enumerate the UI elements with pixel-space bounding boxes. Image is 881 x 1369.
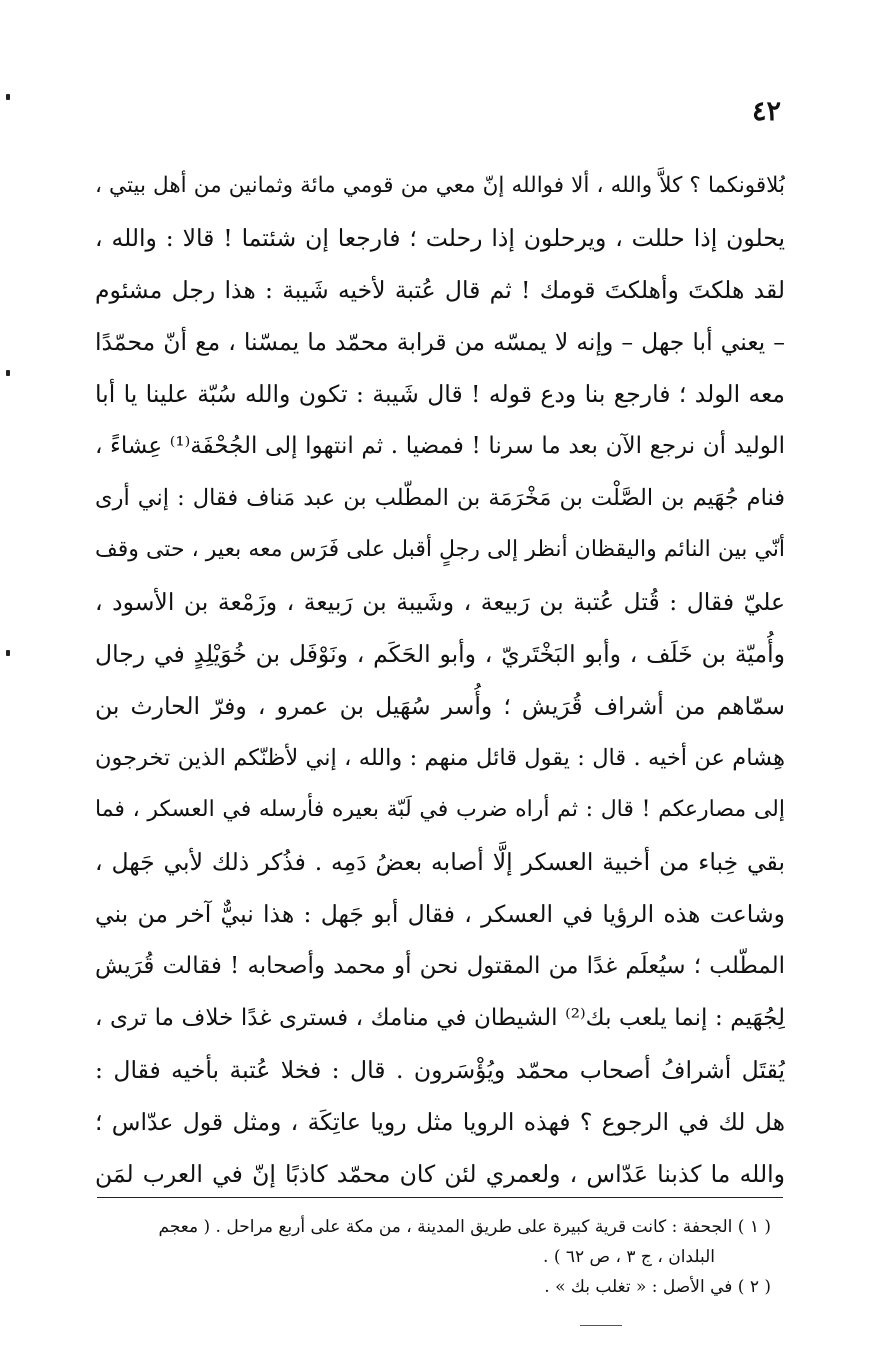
margin-mark [6,370,10,376]
footnote-2: ( ٢ ) في الأصل : « تغلب بك » . [544,1277,771,1297]
footnote-1: ( ١ ) الجحفة : كانت قرية كبيرة على طريق المدينة ، من مكة على أربع مراحل . ( معجم [158,1217,771,1237]
bottom-ornament [580,1325,622,1326]
margin-mark [6,94,10,100]
text-line: هل لك في الرجوع ؟ فهذه الرويا مثل رويا عاتِكَة ، ومثل قول عدّاس ؛ [95,1108,785,1136]
text-line: لِجُهَيم : إنما يلعب بك⁽²⁾ الشيطان في منامك ، فسترى غدًا خلاف ما ترى ، [95,1005,785,1031]
footnotes [91,1212,771,1302]
body-text [95,160,785,1200]
text-line: لقد هلكتَ وأهلكتَ قومك ! ثم قال عُتبة لأخيه شَيبة : هذا رجل مشئوم [95,276,785,304]
text-line: والله ما كذبنا عَدّاس ، ولعمري لئن كان محمّد كاذبًا إنّ في العرب لمَن [95,1160,785,1188]
text-line: هِشام عن أخيه . قال : يقول قائل منهم : والله ، إني لأظنّكم الذين تخرجون [95,745,785,771]
text-line: يحلون إذا حللت ، ويرحلون إذا رحلت ؛ فارجعا إن شئتما ! قالا : والله ، [95,224,785,252]
text-line: بُلاقونكما ؟ كلاَّ والله ، ألا فوالله إنّ معي من قومي مائة وثمانين من أهل بيتي ، [95,173,785,198]
footnote-1-continued: البلدان ، ج ٣ ، ص ٦٢ ) . [543,1247,715,1267]
text-line: وشاعت هذه الرؤيا في العسكر ، فقال أبو جَهل : هذا نبيٌّ آخر من بني [95,900,785,928]
text-line: أنّي بين النائم واليقظان أنظر إلى رجلٍ أقبل على فَرَس معه بعير ، حتى وقف [95,537,785,562]
text-line: – يعني أبا جهل – وإنه لا يمسّه من قرابة محمّد ما يمسّنا ، مع أنّ محمّدًا [95,328,785,356]
page-number: ٤٢ [751,96,781,127]
text-line: فنام جُهَيم بن الصَّلْت بن مَخْرَمَة بن المطّلب بن عبد مَناف فقال : إني أرى [95,485,785,511]
text-line: المطّلب ؛ سيُعلَم غدًا من المقتول نحن أو محمد وأصحابه ! فقالت قُرَيش [95,953,785,979]
text-line: عليّ فقال : قُتل عُتبة بن رَبيعة ، وشَيبة بن رَبيعة ، وزَمْعة بن الأسود ، [95,588,785,616]
text-line: الوليد أن نرجع الآن بعد ما سرنا ! فمضيا . ثم انتهوا إلى الجُحْفَة⁽¹⁾ عِشاءً ، [95,433,785,459]
margin-mark [6,650,10,656]
text-line: وأُميّة بن خَلَف ، وأبو البَخْتَريّ ، وأبو الحَكَم ، ونَوْفَل بن خُوَيْلِدٍ في رجال [95,640,785,668]
text-line: بقي خِباء من أخبية العسكر إلَّا أصابه بعضُ دَمِه . فذُكر ذلك لأبي جَهل ، [95,848,785,876]
footnote-divider [97,1197,783,1198]
text-line: معه الولد ؛ فارجع بنا ودع قوله ! قال شَيبة : تكون والله سُبّة علينا يا أبا [95,380,785,408]
text-line: سمّاهم من أشراف قُرَيش ؛ وأُسر سُهَيل بن عمرو ، وفرّ الحارث بن [95,692,785,720]
text-line: إلى مصارعكم ! قال : ثم أراه ضرب في لَبّة بعيره فأرسله في العسكر ، فما [95,797,785,822]
text-line: يُقتَل أشرافُ أصحاب محمّد ويُؤْسَرون . قال : فخلا عُتبة بأخيه فقال : [95,1056,785,1084]
